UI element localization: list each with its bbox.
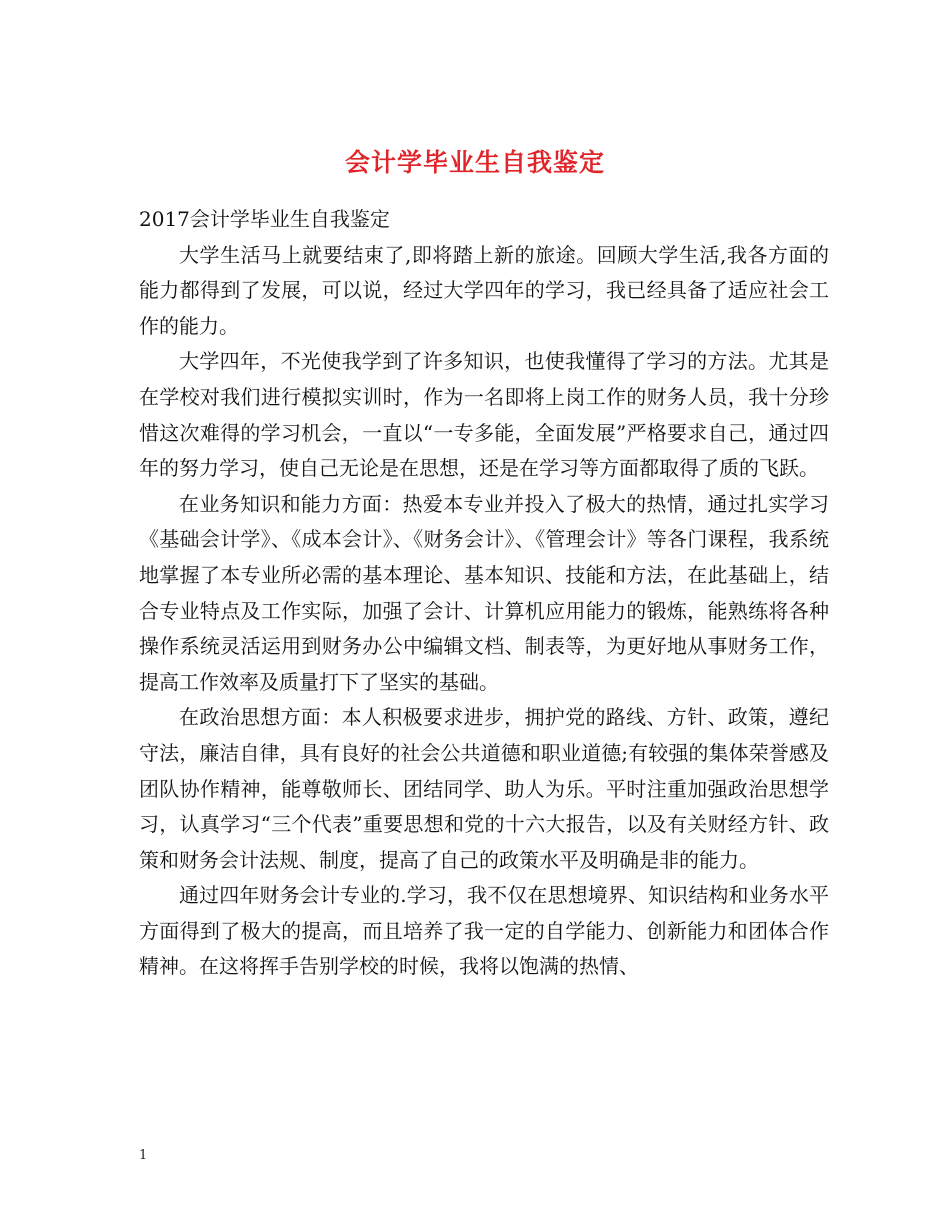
document-subtitle: 2017会计学毕业生自我鉴定 — [139, 207, 390, 231]
paragraph-4: 在政治思想方面：本人积极要求进步，拥护党的路线、方针、政策，遵纪守法，廉洁自律，具有良好的社会公共道德和职业道德;有较强的集体荣誉感及团队协作精神，能尊敬师长、团结同学、助人为乐。平时注重加强政治思想学习，认真学习“三个代表”重要思想和党的十六大报告，以及有关财经方针、政策和财务会计法规、制度，提高了自己的政策水平及明确是非的能力。 — [139, 705, 829, 872]
paragraph-2: 大学四年，不光使我学到了许多知识，也使我懂得了学习的方法。尤其是在学校对我们进行模拟实训时，作为一名即将上岗工作的财务人员，我十分珍惜这次难得的学习机会，一直以“一专多能，全面发展”严格要求自己，通过四年的努力学习，使自己无论是在思想，还是在学习等方面都取得了质的飞跃。 — [139, 349, 829, 481]
document-body — [139, 202, 829, 985]
page-number: 1 — [139, 1148, 148, 1163]
paragraph-3: 在业务知识和能力方面：热爱本专业并投入了极大的热情，通过扎实学习《基础会计学》、《成本会计》、《财务会计》、《管理会计》等各门课程，我系统地掌握了本专业所必需的基本理论、基本知识、技能和方法，在此基础上，结合专业特点及工作实际，加强了会计、计算机应用能力的锻炼，能熟练将各种操作系统灵活运用到财务办公中编辑文档、制表等，为更好地从事财务工作，提高工作效率及质量打下了坚实的基础。 — [139, 491, 829, 694]
paragraph-5: 通过四年财务会计专业的.学习，我不仅在思想境界、知识结构和业务水平方面得到了极大的提高，而且培养了我一定的自学能力、创新能力和团体合作精神。在这将挥手告别学校的时候，我将以饱满的热情、 — [139, 883, 829, 979]
document-title: 会计学毕业生自我鉴定 — [344, 147, 605, 177]
paragraph-1: 大学生活马上就要结束了,即将踏上新的旅途。回顾大学生活,我各方面的能力都得到了发展，可以说，经过大学四年的学习，我已经具备了适应社会工作的能力。 — [139, 242, 829, 338]
